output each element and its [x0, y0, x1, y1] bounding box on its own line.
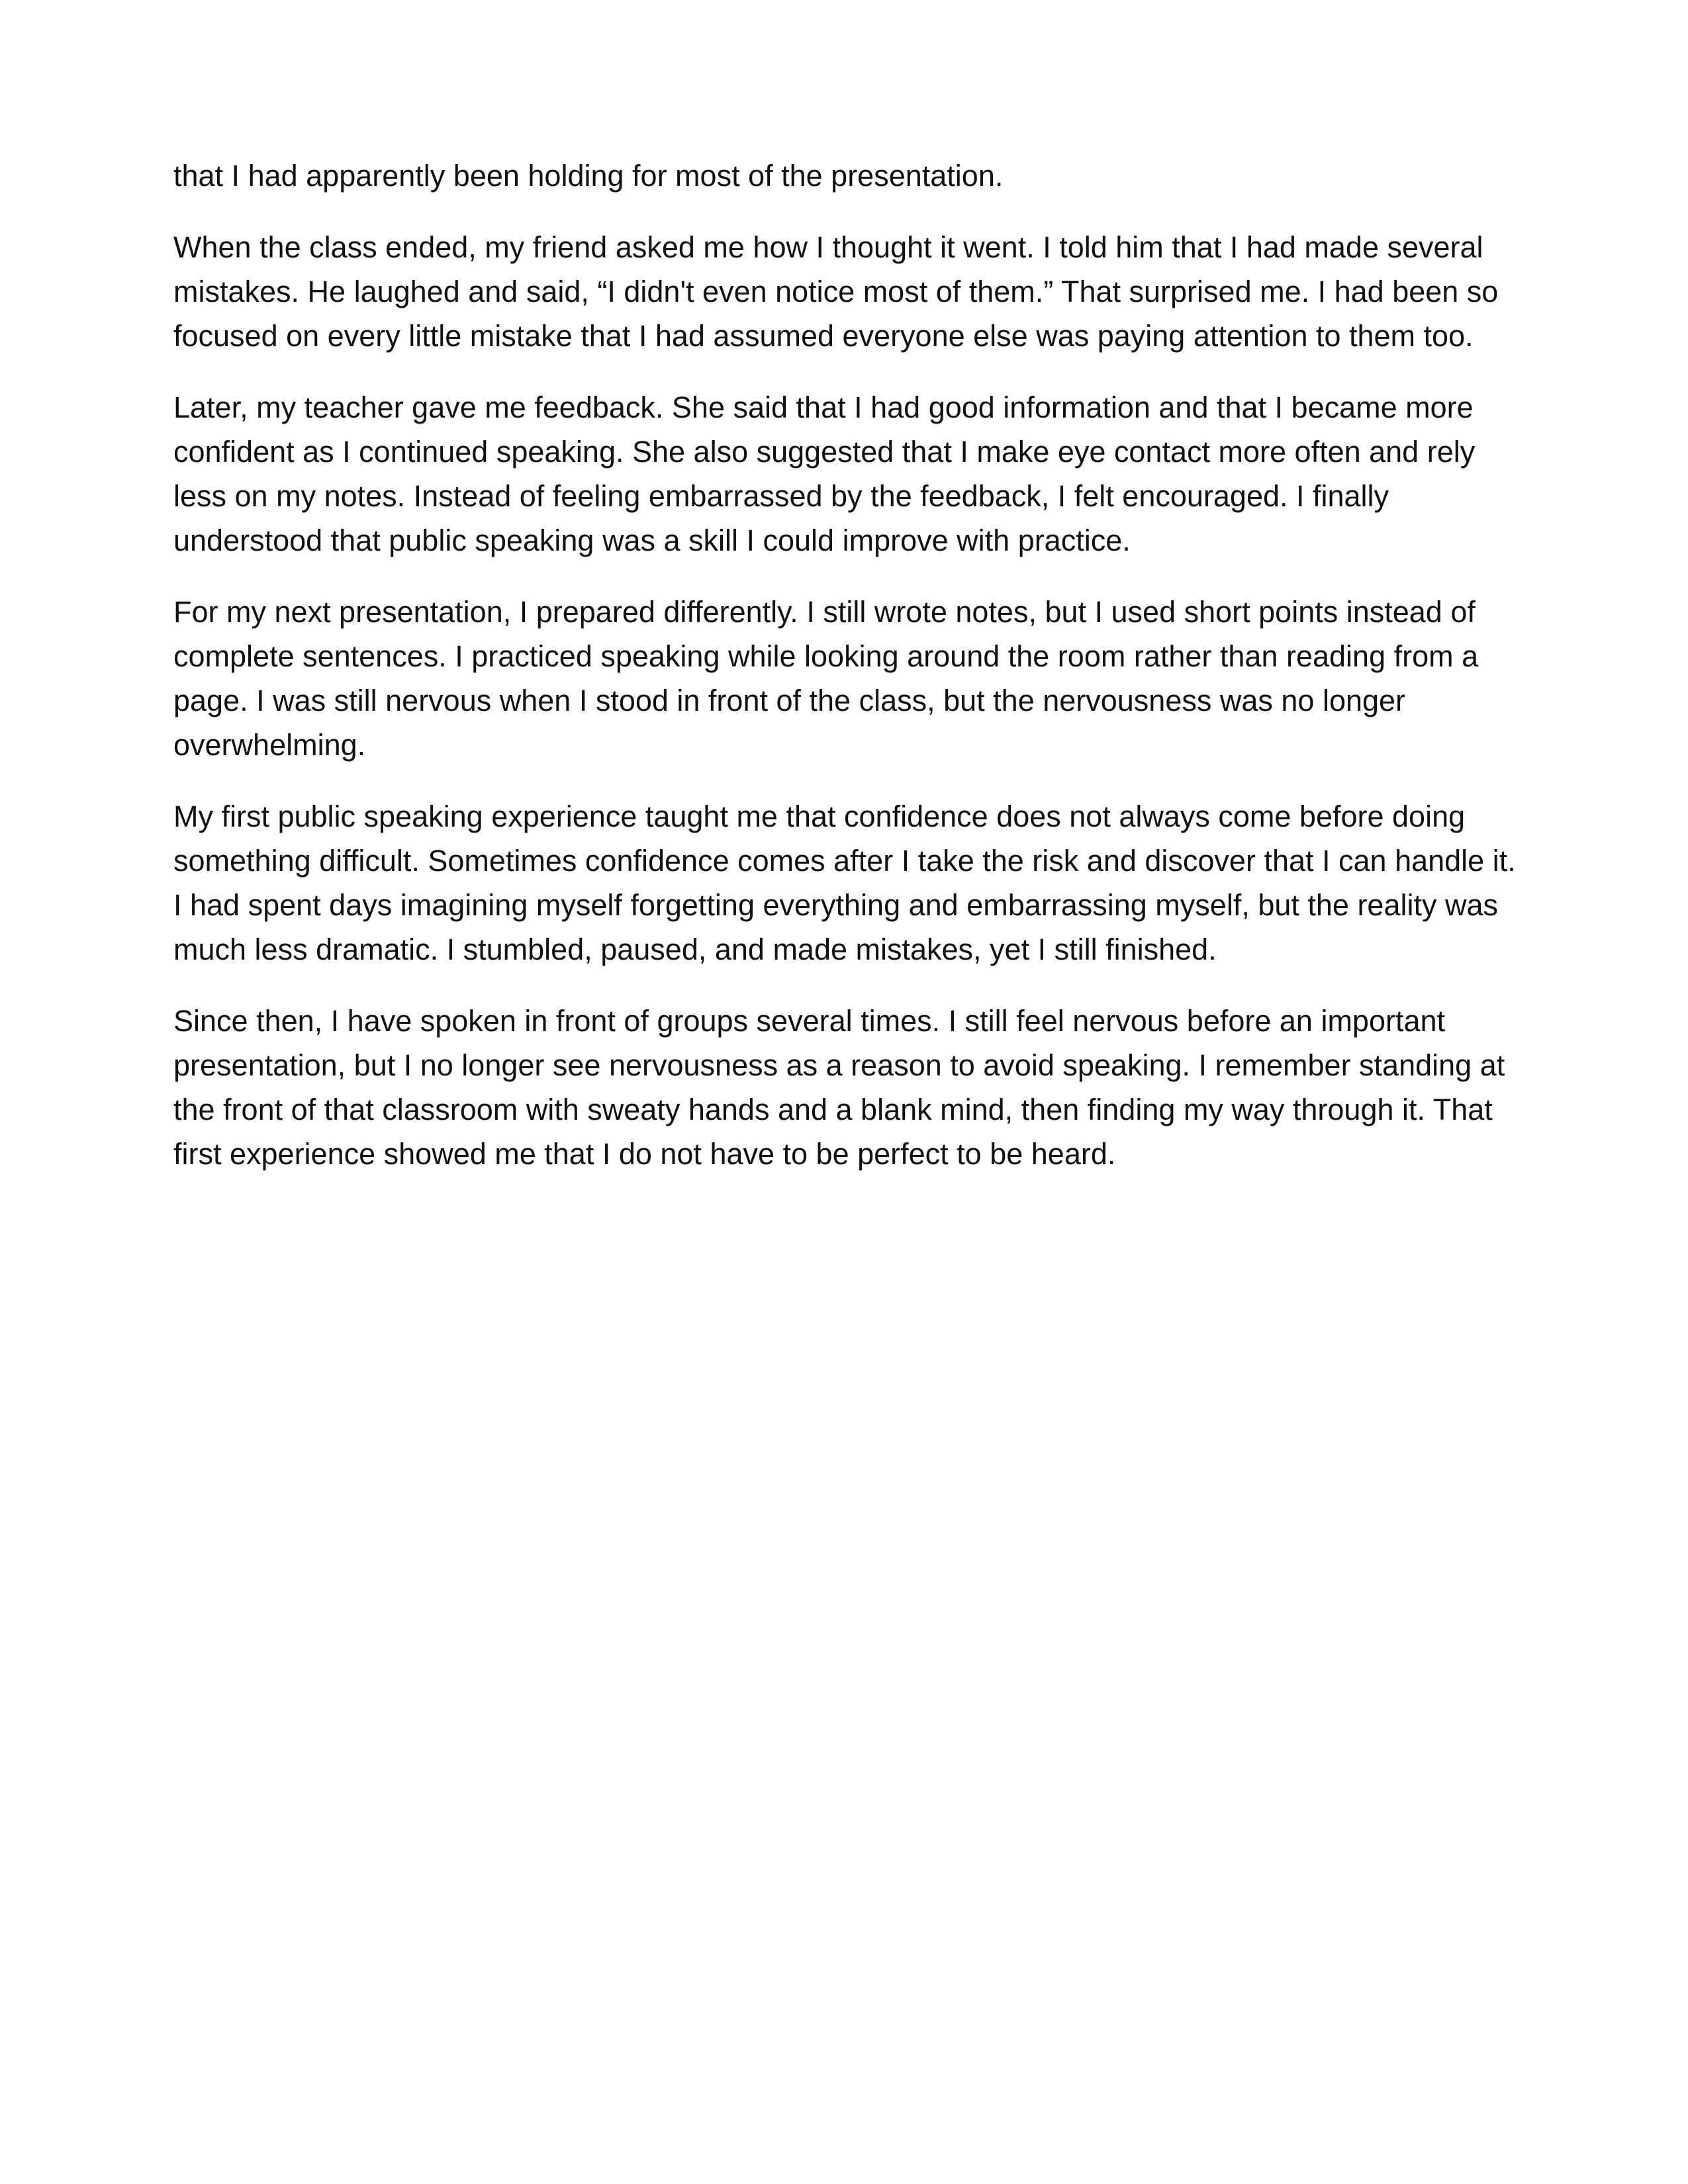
paragraph-2: When the class ended, my friend asked me how I thought it went. I told him that I had made several mistakes. He laughed and said, “I didn't even notice most of them.” That surprised me. I had been so focused on every little mistake that I had assumed everyone else was paying attention to them too.: [173, 230, 1499, 353]
paragraph-5: My first public speaking experience taught me that confidence does not always come before doing something difficult. Sometimes confidence comes after I take the risk and discover that I can handle it. I had spent days imagining myself forgetting everything and embarrassing myself, but the reality was much less dramatic. I stumbled, paused, and made mistakes, yet I still finished.: [173, 799, 1516, 966]
paragraph-3: Later, my teacher gave me feedback. She said that I had good information and that I became more confident as I continued speaking. She also suggested that I make eye contact more often and rely less on my notes. Instead of feeling embarrassed by the feedback, I felt encouraged. I finally understood that public speaking was a skill I could improve with practice.: [173, 390, 1476, 557]
document-body: [173, 154, 1517, 1203]
paragraph-1: that I had apparently been holding for most of the presentation.: [173, 159, 1004, 193]
paragraph-6: Since then, I have spoken in front of groups several times. I still feel nervous before an important presentation, but I no longer see nervousness as a reason to avoid speaking. I remember standing at the front of that classroom with sweaty hands and a blank mind, then finding my way through it. That first experience showed me that I do not have to be perfect to be heard.: [173, 1004, 1505, 1171]
paragraph-4: For my next presentation, I prepared differently. I still wrote notes, but I used short points instead of complete sentences. I practiced speaking while looking around the room rather than reading from a page. I was still nervous when I stood in front of the class, but the nervousness was no longer overwhelming.: [173, 595, 1479, 762]
